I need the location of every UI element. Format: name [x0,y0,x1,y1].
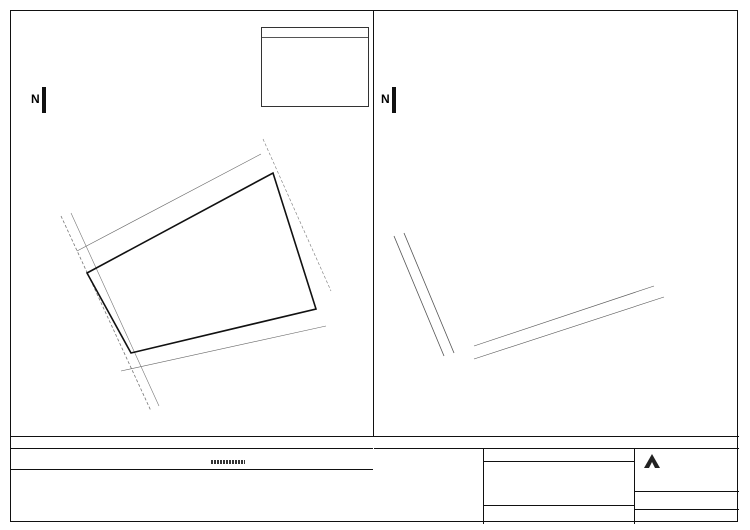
company-logo-icon [642,452,662,470]
fill-table [261,27,369,107]
svg-text:N: N [381,92,390,106]
legend-block [11,448,373,524]
left-scale-bar [67,434,347,448]
title-block [374,448,739,524]
retaining-wall-icon [211,460,245,464]
north-arrow-icon [29,81,49,113]
title-block-notes [374,449,484,524]
right-scale-bar [409,434,719,448]
north-arrow-icon [379,81,399,113]
plan-sheet [10,10,738,522]
plan-title [484,449,634,462]
lot-85-drawing [31,121,371,421]
location-map [374,141,739,371]
compaction-note [255,367,367,372]
svg-text:N: N [31,92,40,106]
